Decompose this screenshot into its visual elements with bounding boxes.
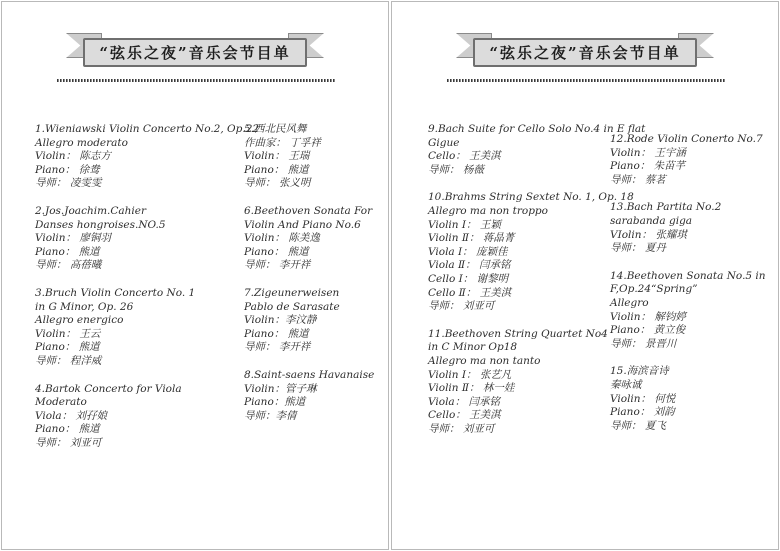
program-line: Piano： 熊道 — [35, 341, 100, 354]
program-line: 14.Beethoven Sonata No.5 in — [610, 269, 766, 282]
program-line: 导师： 张义明 — [244, 177, 311, 190]
program-line: Piano： 刘韵 — [610, 406, 675, 419]
ribbon-banner — [66, 33, 324, 67]
program-line: Violin： 陈志方 — [35, 150, 111, 163]
program-line: Piano： 熊道 — [244, 163, 309, 176]
program-line: 导师： 夏丹 — [610, 242, 666, 255]
program-item — [35, 383, 239, 451]
program-item — [244, 205, 388, 273]
program-line: Violin Ⅱ： 林一娃 — [428, 382, 515, 395]
program-line: Viola Ⅰ： 庞颖佳 — [428, 245, 508, 258]
program-line: Cello Ⅰ： 谢黎明 — [428, 272, 509, 285]
program-line: 8.Saint-saens Havanaise — [244, 368, 375, 381]
program-column — [244, 123, 388, 437]
program-line: Piano： 熊道 — [244, 327, 309, 340]
program-item — [610, 133, 776, 187]
program-line: 3.Bruch Violin Concerto No. 1 — [35, 286, 196, 299]
banner-title: “弦乐之夜”音乐会节目单 — [83, 38, 307, 67]
program-item — [428, 328, 638, 437]
program-line: Allegro — [610, 296, 649, 309]
program-line: 导师： 李开祥 — [244, 341, 311, 354]
program-line: sarabanda giga — [610, 214, 693, 227]
program-item — [428, 191, 638, 313]
program-line: Allegro ma non tanto — [428, 354, 541, 367]
program-line: 导师： 凌雯雯 — [35, 177, 102, 190]
program-column — [35, 123, 260, 464]
program-line: 秦咏诚 — [610, 378, 642, 391]
program-line: in C Minor Op18 — [428, 341, 518, 354]
program-line: 导师： 蔡茗 — [610, 173, 666, 186]
program-item — [244, 287, 388, 355]
program-line: 5.西北民风舞 — [244, 123, 307, 135]
program-line: Piano： 黄立俊 — [610, 324, 686, 337]
program-line: Viola： 闫承铭 — [428, 395, 501, 408]
program-item — [244, 123, 388, 191]
program-page-right — [391, 1, 779, 550]
program-line: 导师： 景晋川 — [610, 337, 677, 350]
program-line: VIolin： 张耀琪 — [610, 228, 687, 241]
program-line: Danses hongroises.NO.5 — [35, 218, 166, 231]
program-line: 6.Beethoven Sonata For — [244, 204, 373, 217]
program-line: Piano： 熊道 — [35, 423, 100, 436]
dotted-divider — [57, 79, 335, 82]
program-item — [244, 369, 388, 423]
program-page-left — [1, 1, 389, 550]
program-line: Viola： 刘孖娘 — [35, 409, 108, 422]
program-line: Violin Ⅰ： 王颖 — [428, 218, 501, 231]
program-item — [35, 287, 239, 369]
program-line: Violin： 廖铜羽 — [35, 232, 111, 245]
program-line: 13.Bach Partita No.2 — [610, 201, 722, 214]
program-line: Allegro ma non troppo — [428, 204, 548, 217]
program-line: F,Op.24“Spring” — [610, 283, 698, 296]
program-item — [35, 123, 260, 191]
program-line: Allegro moderato — [35, 136, 128, 149]
program-line: Violin：管子琳 — [244, 382, 317, 395]
program-line: 2.Jos.Joachim.Cahier — [35, 204, 147, 217]
program-line: 作曲家： 丁孚祥 — [244, 136, 321, 149]
banner-title: “弦乐之夜”音乐会节目单 — [473, 38, 697, 67]
program-line: 导师： 杨薇 — [428, 163, 484, 176]
program-line: Cello： 王美淇 — [428, 150, 501, 163]
program-line: 11.Beethoven String Quartet No4 — [428, 327, 608, 340]
program-item — [428, 123, 646, 177]
program-line: Violin： 解钧婷 — [610, 310, 686, 323]
program-line: in G Minor, Op. 26 — [35, 300, 134, 313]
program-line: 15.海滨音诗 — [610, 365, 669, 378]
program-column — [610, 123, 776, 447]
program-line: Pablo de Sarasate — [244, 300, 340, 313]
program-line: 导师：李倩 — [244, 409, 297, 422]
program-line: 导师： 夏飞 — [610, 419, 666, 432]
program-line: Violin： 何悦 — [610, 392, 676, 405]
program-line: Violin：李汶静 — [244, 314, 317, 327]
program-line: Violin Ⅰ： 张艺凡 — [428, 368, 512, 381]
program-item — [35, 205, 239, 273]
program-line: 导师： 李开祥 — [244, 259, 311, 272]
program-line: 导师： 程洋威 — [35, 354, 102, 367]
program-line: Cello： 王美淇 — [428, 409, 501, 422]
program-line: 9.Bach Suite for Cello Solo No.4 in E flat — [428, 123, 646, 135]
program-line: Gigue — [428, 136, 460, 149]
program-line: Piano： 熊道 — [35, 245, 100, 258]
program-line: Viola Ⅱ： 闫承铭 — [428, 259, 511, 272]
program-line: Piano：熊道 — [244, 396, 306, 409]
program-line: Piano： 徐鸯 — [35, 163, 100, 176]
program-line: 10.Brahms String Sextet No. 1, Op. 18 — [428, 191, 634, 204]
ribbon-banner — [456, 33, 714, 67]
program-line: Violin： 王瑞 — [244, 150, 310, 163]
program-item — [610, 365, 776, 433]
program-line: 7.Zigeunerweisen — [244, 286, 340, 299]
program-line: 导师： 刘亚可 — [35, 436, 102, 449]
program-line: Violin： 王宇涵 — [610, 146, 686, 159]
program-line: Violin： 陈美逸 — [244, 232, 320, 245]
program-line: 12.Rode Violin Conerto No.7 — [610, 133, 763, 145]
program-line: Moderato — [35, 396, 87, 409]
program-line: 导师： 刘亚可 — [428, 422, 495, 435]
program-line: 1.Wieniawski Violin Concerto No.2, Op.22 — [35, 123, 260, 135]
program-line: 4.Bartok Concerto for Viola — [35, 382, 182, 395]
program-line: Cello Ⅱ： 王美淇 — [428, 286, 512, 299]
program-line: 导师： 刘亚可 — [428, 300, 495, 313]
program-line: Violin And Piano No.6 — [244, 218, 361, 231]
program-item — [610, 270, 776, 352]
program-line: Violin： 王云 — [35, 327, 101, 340]
program-line: Piano： 朱苗芊 — [610, 160, 686, 173]
program-line: Violin Ⅱ： 蒋晶菁 — [428, 232, 515, 245]
program-line: Allegro energico — [35, 314, 124, 327]
dotted-divider — [447, 79, 725, 82]
program-line: Piano： 熊道 — [244, 245, 309, 258]
program-item — [610, 201, 776, 255]
program-line: 导师： 高蓓曦 — [35, 259, 102, 272]
